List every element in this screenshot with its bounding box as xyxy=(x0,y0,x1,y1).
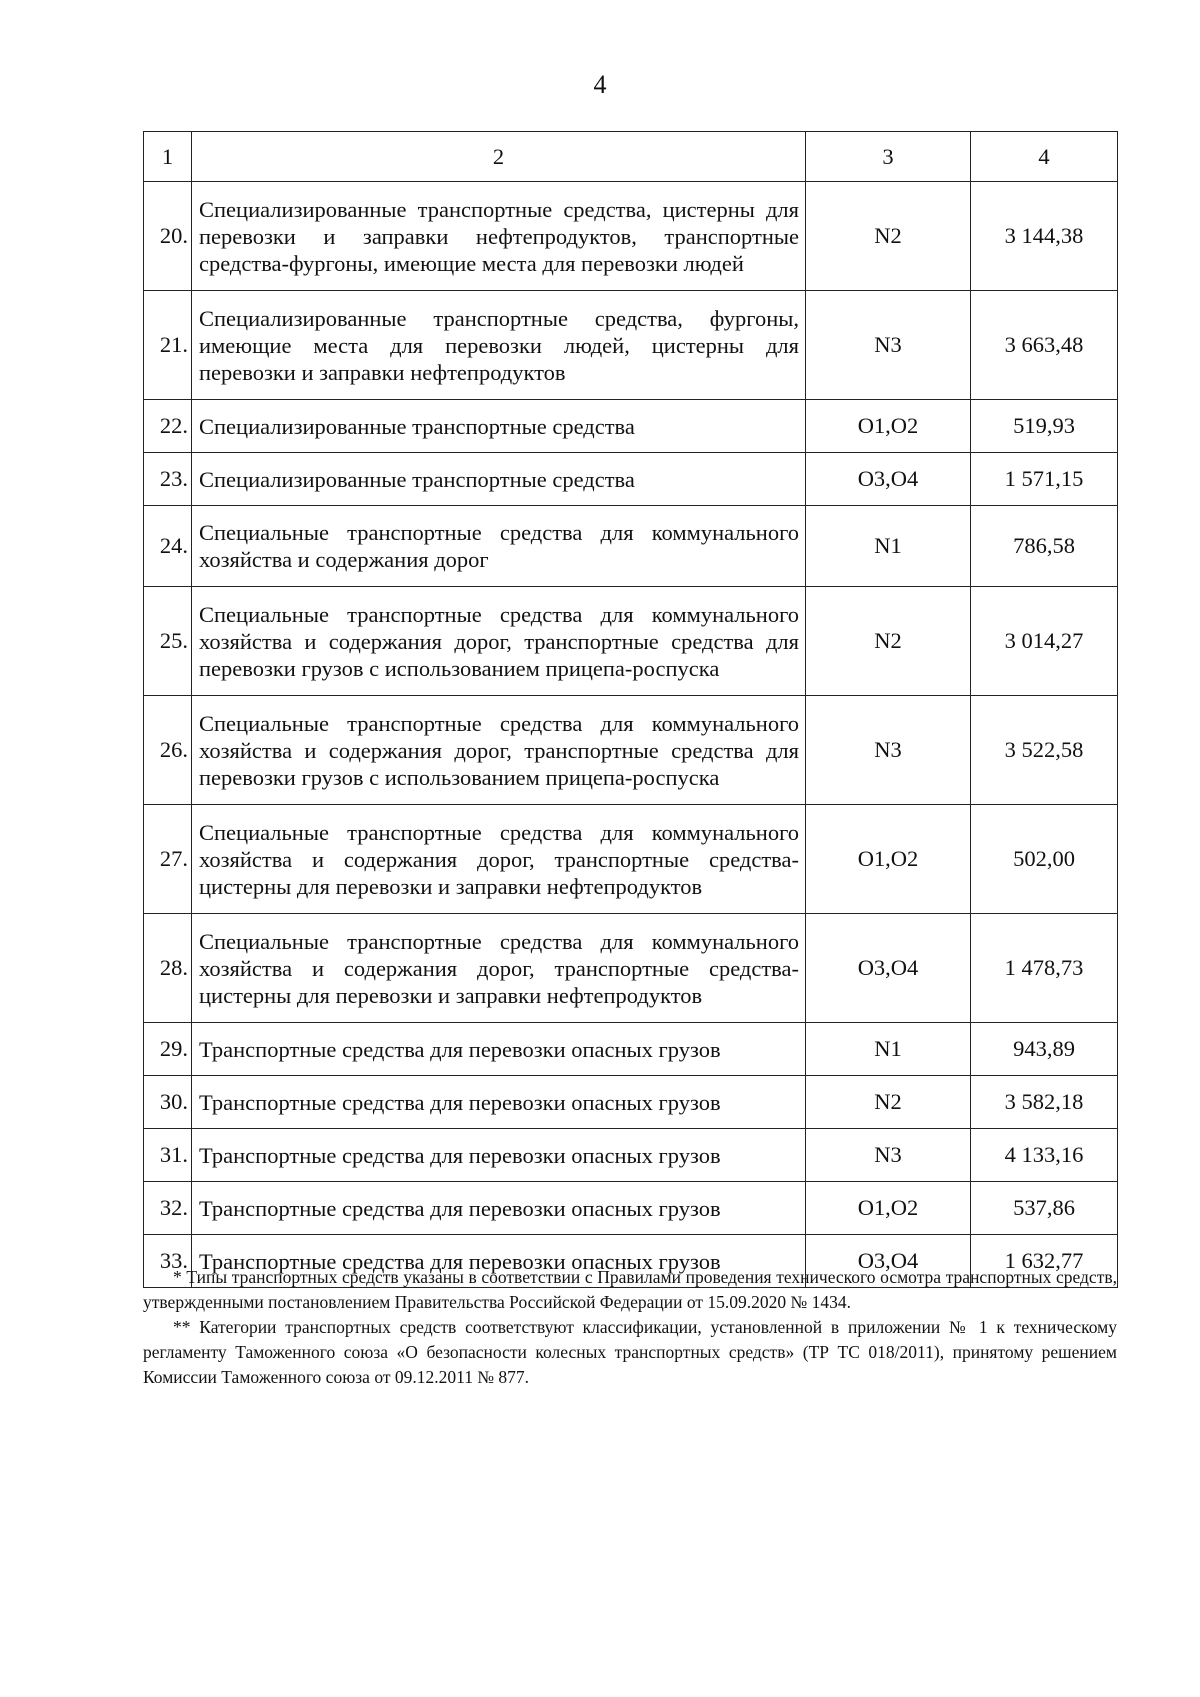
vehicle-category: O1,O2 xyxy=(806,805,971,914)
fee-value: 4 133,16 xyxy=(971,1129,1118,1182)
table-row xyxy=(144,1076,1118,1129)
table-row xyxy=(144,400,1118,453)
vehicle-type: Транспортные средства для перевозки опасных грузов xyxy=(192,1023,806,1076)
vehicle-category: N2 xyxy=(806,182,971,291)
fee-value: 1 571,15 xyxy=(971,453,1118,506)
table-row xyxy=(144,506,1118,587)
table-row xyxy=(144,1023,1118,1076)
table-row xyxy=(144,696,1118,805)
footnotes xyxy=(143,1265,1117,1390)
footnote-vehicle-types: * Типы транспортных средств указаны в соответствии с Правилами проведения технического осмотра транспортных средств, утвержденными постановлением Правительства Российской Федерации от 15.09.2020 № 1434. xyxy=(143,1267,1117,1312)
vehicle-category: N1 xyxy=(806,1023,971,1076)
fee-value: 1 632,77 xyxy=(971,1235,1118,1288)
vehicle-category: O3,O4 xyxy=(806,453,971,506)
row-number: 24. xyxy=(144,506,192,587)
tariff-table xyxy=(143,131,1118,1288)
table-header-row xyxy=(144,132,1118,182)
table-row xyxy=(144,453,1118,506)
vehicle-category: O3,O4 xyxy=(806,1235,971,1288)
row-number: 28. xyxy=(144,914,192,1023)
vehicle-type: Специализированные транспортные средства, фургоны, имеющие места для перевозки людей, цистерны для перевозки и заправки нефтепродуктов xyxy=(192,291,806,400)
column-number-1: 1 xyxy=(144,132,192,182)
row-number: 26. xyxy=(144,696,192,805)
row-number: 23. xyxy=(144,453,192,506)
vehicle-type: Специальные транспортные средства для коммунального хозяйства и содержания дорог, транспортные средства для перевозки грузов с использованием прицепа-роспуска xyxy=(192,587,806,696)
vehicle-type: Специальные транспортные средства для коммунального хозяйства и содержания дорог, транспортные средства-цистерны для перевозки и заправки нефтепродуктов xyxy=(192,914,806,1023)
row-number: 32. xyxy=(144,1182,192,1235)
vehicle-category: N1 xyxy=(806,506,971,587)
table-row xyxy=(144,587,1118,696)
table-row xyxy=(144,1182,1118,1235)
column-number-4: 4 xyxy=(971,132,1118,182)
row-number: 21. xyxy=(144,291,192,400)
vehicle-type: Специальные транспортные средства для коммунального хозяйства и содержания дорог xyxy=(192,506,806,587)
vehicle-category: O3,O4 xyxy=(806,914,971,1023)
row-number: 27. xyxy=(144,805,192,914)
row-number: 33. xyxy=(144,1235,192,1288)
table-row xyxy=(144,805,1118,914)
vehicle-category: N2 xyxy=(806,587,971,696)
vehicle-category: N2 xyxy=(806,1076,971,1129)
fee-value: 3 014,27 xyxy=(971,587,1118,696)
row-number: 20. xyxy=(144,182,192,291)
vehicle-category: O1,O2 xyxy=(806,400,971,453)
table-row xyxy=(144,914,1118,1023)
vehicle-category: O1,O2 xyxy=(806,1182,971,1235)
table-row xyxy=(144,291,1118,400)
fee-value: 1 478,73 xyxy=(971,914,1118,1023)
vehicle-type: Специальные транспортные средства для коммунального хозяйства и содержания дорог, транспортные средства для перевозки грузов с использованием прицепа-роспуска xyxy=(192,696,806,805)
vehicle-type: Специализированные транспортные средства xyxy=(192,453,806,506)
fee-value: 3 663,48 xyxy=(971,291,1118,400)
footnote-vehicle-categories: ** Категории транспортных средств соответствуют классификации, установленной в приложении № 1 к техническому регламенту Таможенного союза «О безопасности колесных транспортных средств» (ТР ТС 018/2011), принятому решением Комиссии Таможенного союза от 09.12.2011 № 877. xyxy=(143,1317,1117,1387)
row-number: 25. xyxy=(144,587,192,696)
vehicle-type: Транспортные средства для перевозки опасных грузов xyxy=(192,1129,806,1182)
fee-value: 786,58 xyxy=(971,506,1118,587)
vehicle-type: Транспортные средства для перевозки опасных грузов xyxy=(192,1076,806,1129)
page-number: 4 xyxy=(593,70,607,99)
table-row xyxy=(144,182,1118,291)
vehicle-type: Специализированные транспортные средства, цистерны для перевозки и заправки нефтепродуктов, транспортные средства-фургоны, имеющие места для перевозки людей xyxy=(192,182,806,291)
vehicle-type: Транспортные средства для перевозки опасных грузов xyxy=(192,1235,806,1288)
fee-value: 3 144,38 xyxy=(971,182,1118,291)
fee-value: 537,86 xyxy=(971,1182,1118,1235)
row-number: 31. xyxy=(144,1129,192,1182)
fee-value: 3 582,18 xyxy=(971,1076,1118,1129)
table-row xyxy=(144,1129,1118,1182)
column-number-3: 3 xyxy=(806,132,971,182)
vehicle-type: Специализированные транспортные средства xyxy=(192,400,806,453)
vehicle-category: N3 xyxy=(806,1129,971,1182)
vehicle-type: Специальные транспортные средства для коммунального хозяйства и содержания дорог, транспортные средства-цистерны для перевозки и заправки нефтепродуктов xyxy=(192,805,806,914)
column-number-2: 2 xyxy=(192,132,806,182)
fee-value: 502,00 xyxy=(971,805,1118,914)
row-number: 22. xyxy=(144,400,192,453)
row-number: 30. xyxy=(144,1076,192,1129)
vehicle-category: N3 xyxy=(806,696,971,805)
fee-value: 519,93 xyxy=(971,400,1118,453)
fee-value: 3 522,58 xyxy=(971,696,1118,805)
vehicle-category: N3 xyxy=(806,291,971,400)
row-number: 29. xyxy=(144,1023,192,1076)
vehicle-type: Транспортные средства для перевозки опасных грузов xyxy=(192,1182,806,1235)
fee-value: 943,89 xyxy=(971,1023,1118,1076)
